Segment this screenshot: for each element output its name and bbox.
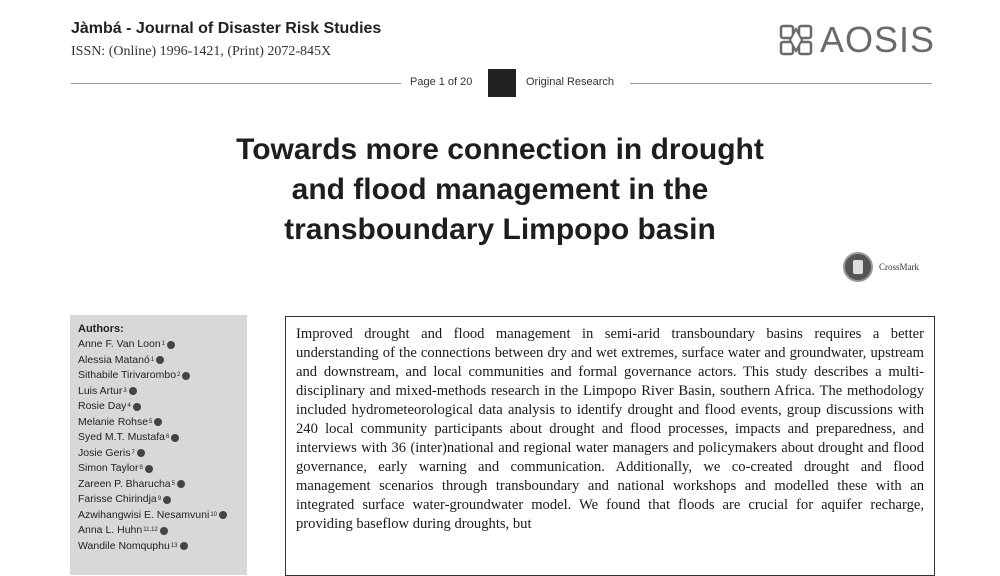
crossmark-label: CrossMark <box>879 262 919 272</box>
author-item <box>78 461 239 477</box>
author-affiliation: 9 <box>157 496 162 502</box>
author-name: Syed M.T. Mustafa <box>78 431 165 443</box>
orcid-icon[interactable] <box>160 527 168 535</box>
orcid-icon[interactable] <box>180 542 188 550</box>
orcid-icon[interactable] <box>156 356 164 364</box>
title-line: transboundary Limpopo basin <box>284 213 716 246</box>
author-name: Farisse Chirindja <box>78 493 157 505</box>
page-number: Page 1 of 20 <box>410 76 473 88</box>
author-list <box>78 337 239 554</box>
crossmark-badge[interactable] <box>843 252 919 282</box>
author-affiliation: 3 <box>123 387 127 394</box>
authors-heading: Authors: <box>78 323 124 335</box>
publisher-name: AOSIS <box>820 19 936 60</box>
author-name: Rosie Day <box>78 400 127 412</box>
author-name: Anna L. Huhn <box>78 524 143 536</box>
author-item <box>78 430 239 446</box>
author-name: Melanie Rohse <box>78 415 149 428</box>
author-item <box>78 384 239 400</box>
author-affiliation: 1 <box>150 356 155 363</box>
author-item <box>78 337 239 353</box>
orcid-icon[interactable] <box>137 449 145 457</box>
author-name: Zareen P. Bharucha <box>78 477 171 490</box>
author-affiliation: 4 <box>127 403 131 409</box>
author-name: Alessia Matanó <box>78 353 150 366</box>
author-name: Luis Artur <box>78 384 123 397</box>
page-marker-box <box>488 69 516 97</box>
header-rule-left <box>71 83 401 84</box>
author-item <box>78 477 239 493</box>
author-name: Simon Taylor <box>78 462 139 474</box>
article-title <box>150 130 850 250</box>
publisher-logo <box>778 19 936 60</box>
orcid-icon[interactable] <box>133 403 141 411</box>
abstract-box <box>285 316 935 576</box>
issn-line: ISSN: (Online) 1996-1421, (Print) 2072-845X <box>71 44 332 59</box>
author-name: Anne F. Van Loon <box>78 338 161 350</box>
crossmark-icon <box>843 252 873 282</box>
title-line: and flood management in the <box>291 173 709 206</box>
orcid-icon[interactable] <box>163 496 171 504</box>
author-affiliation: 6 <box>165 434 170 440</box>
title-line: Towards more connection in drought <box>236 133 764 166</box>
orcid-icon[interactable] <box>182 372 190 380</box>
author-name: Wandile Nomquphu <box>78 539 170 552</box>
author-item <box>78 368 239 384</box>
author-item <box>78 492 239 508</box>
author-item <box>78 415 239 431</box>
author-name: Josie Geris <box>78 446 131 459</box>
authors-box <box>70 315 247 575</box>
author-item <box>78 523 239 539</box>
author-affiliation: 10 <box>210 511 217 518</box>
author-affiliation: 7 <box>131 449 135 456</box>
author-item <box>78 353 239 369</box>
orcid-icon[interactable] <box>219 511 227 519</box>
author-affiliation: 5 <box>171 480 175 487</box>
author-item <box>78 539 239 555</box>
article-type: Original Research <box>526 76 615 88</box>
abstract-text: Improved drought and flood management in semi-arid transboundary basins requires a better understanding of the connections between dry and wet extremes, surface water and groundwater, upstream and downstream, and local communities and formal governance actors. This study describes a multi-disciplinary and mixed-methods research in the Limpopo River Basin, southern Africa. The methodology included hydrometeorological data analysis to identify drought and flood events, group discussions with 240 local community participants about drought and flood processes, impacts and preparedness, and interviews with 36 (inter)national and regional water managers and policymakers about drought and flood governance, early warning and communication. Additionally, we co-created drought and flood management scenarios through transboundary and national workshops and modelled these with an integrated surface water-groundwater model. We found that floods are crucial for aquifer recharge, providing baseflow during droughts, but <box>296 326 924 532</box>
orcid-icon[interactable] <box>167 341 175 349</box>
author-item <box>78 446 239 462</box>
author-affiliation: 13 <box>170 542 178 549</box>
author-name: Azwihangwisi E. Nesamvuni <box>78 508 210 521</box>
author-affiliation: 2 <box>177 372 181 378</box>
author-affiliation: 5 <box>149 418 153 425</box>
author-item <box>78 399 239 415</box>
author-item <box>78 508 239 524</box>
orcid-icon[interactable] <box>154 418 162 426</box>
author-affiliation: 11,12 <box>143 527 158 533</box>
author-affiliation: 1 <box>161 341 166 347</box>
header-rule-right <box>630 83 932 84</box>
author-affiliation: 8 <box>139 465 143 471</box>
aosis-logo-icon <box>778 23 814 57</box>
orcid-icon[interactable] <box>129 387 137 395</box>
orcid-icon[interactable] <box>171 434 179 442</box>
orcid-icon[interactable] <box>145 465 153 473</box>
orcid-icon[interactable] <box>177 480 185 488</box>
author-name: Sithabile Tirivarombo <box>78 369 177 381</box>
journal-title: Jàmbá - Journal of Disaster Risk Studies <box>71 20 382 37</box>
